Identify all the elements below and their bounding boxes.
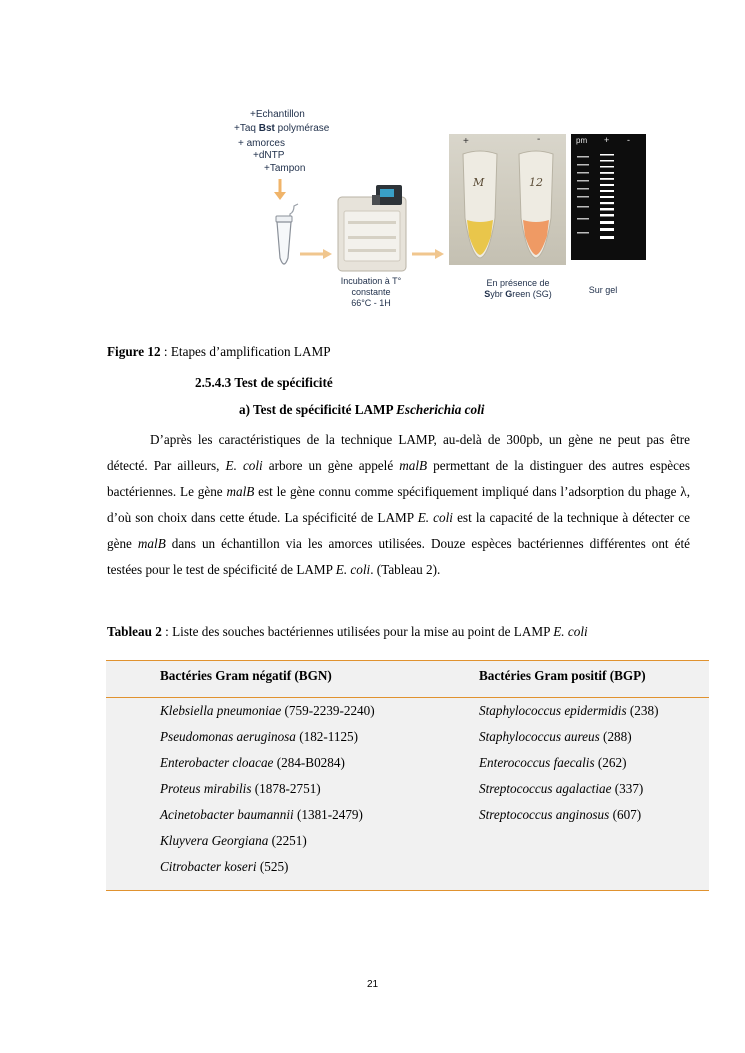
reagent-polymerase: +Taq Bst polymérase	[234, 123, 330, 134]
table-caption-label: Tableau 2	[107, 624, 162, 639]
tube-negative-label: -	[537, 134, 541, 145]
subsection-species: Escherichia coli	[396, 402, 485, 417]
incubation-caption: Incubation à T° constante 66°C - 1H	[340, 276, 402, 308]
reagent-primers: + amorces	[238, 138, 285, 149]
table-row: Staphylococcus epidermidis (238)	[479, 703, 659, 718]
table-row: Citrobacter koseri (525)	[160, 859, 289, 874]
reagent-dntp: +dNTP	[253, 150, 285, 161]
table-row: Enterococcus faecalis (262)	[479, 755, 627, 770]
tube-handwriting-1: M	[473, 176, 485, 189]
figure-caption-text: : Etapes d’amplification LAMP	[160, 344, 331, 359]
figure-caption	[107, 344, 331, 360]
table-caption-species: E. coli	[553, 624, 588, 639]
table-caption-text: : Liste des souches bactériennes utilisées pour la mise au point de LAMP	[161, 624, 554, 639]
microtube-icon	[264, 200, 304, 272]
gel-positive-label: +	[604, 135, 610, 145]
header-gram-negative: Bactéries Gram négatif (BGN)	[160, 668, 332, 683]
table-row: Proteus mirabilis (1878-2751)	[160, 781, 321, 796]
gel-caption: Sur gel	[588, 285, 618, 295]
gram-negative-column	[160, 698, 375, 880]
gel-photo	[571, 134, 646, 260]
reagent-buffer: +Tampon	[264, 163, 306, 174]
figure-caption-label: Figure 12	[107, 344, 161, 359]
table-row: Enterobacter cloacae (284-B0284)	[160, 755, 345, 770]
tube-handwriting-2: 12	[529, 176, 543, 189]
gram-positive-column	[479, 698, 658, 828]
tube-positive-label: +	[463, 136, 469, 147]
header-gram-positive: Bactéries Gram positif (BGP)	[479, 668, 646, 683]
sybr-caption: En présence de Sybr Green (SG)	[484, 278, 552, 299]
gel-bands-icon	[571, 148, 646, 258]
incubator-icon	[334, 181, 410, 273]
body-paragraph: D’après les caractéristiques de la technique LAMP, au-delà de 300pb, un gène ne peut pas être détecté. Par ailleurs, E. coli arbore un gène appelé malB permettant de la distinguer des autres espèces bactériennes. Le gène malB est le gène connu comme spécifiquement impliqué dans l’adsorption du phage λ, d’où son choix dans cette étude. La spécificité de LAMP E. coli est la capacité de la technique à détecter ce gène malB dans un échantillon via les amorces utilisées. Douze espèces bactériennes différentes ont été testées pour le test de spécificité de LAMP E. coli. (Tableau 2).	[107, 432, 690, 577]
table-caption	[107, 624, 588, 640]
subsection-heading: a) Test de spécificité LAMP Escherichia coli	[239, 402, 485, 417]
table-row: Klebsiella pneumoniae (759-2239-2240)	[160, 703, 375, 718]
right-arrow-icon	[300, 249, 332, 259]
table-row: Pseudomonas aeruginosa (182-1125)	[160, 729, 359, 744]
lamp-figure	[228, 105, 648, 315]
reagent-sample: +Echantillon	[250, 109, 305, 120]
table-row: Acinetobacter baumannii (1381-2479)	[160, 807, 363, 822]
gel-ladder-label: pm	[576, 136, 588, 145]
section-heading: 2.5.4.3 Test de spécificité	[195, 375, 333, 390]
table-row: Streptococcus agalactiae (337)	[479, 781, 644, 796]
sybr-tubes-photo	[449, 134, 566, 265]
page-number: 21	[366, 979, 379, 990]
table-row: Streptococcus anginosus (607)	[479, 807, 642, 822]
right-arrow-icon	[412, 249, 444, 259]
down-arrow-icon	[274, 179, 286, 201]
reagent-list	[250, 109, 305, 122]
positive-tube-icon	[459, 148, 501, 260]
table-row: Staphylococcus aureus (288)	[479, 729, 632, 744]
gel-negative-label: -	[627, 135, 630, 145]
negative-tube-icon	[515, 148, 557, 260]
table-row: Kluyvera Georgiana (2251)	[160, 833, 307, 848]
